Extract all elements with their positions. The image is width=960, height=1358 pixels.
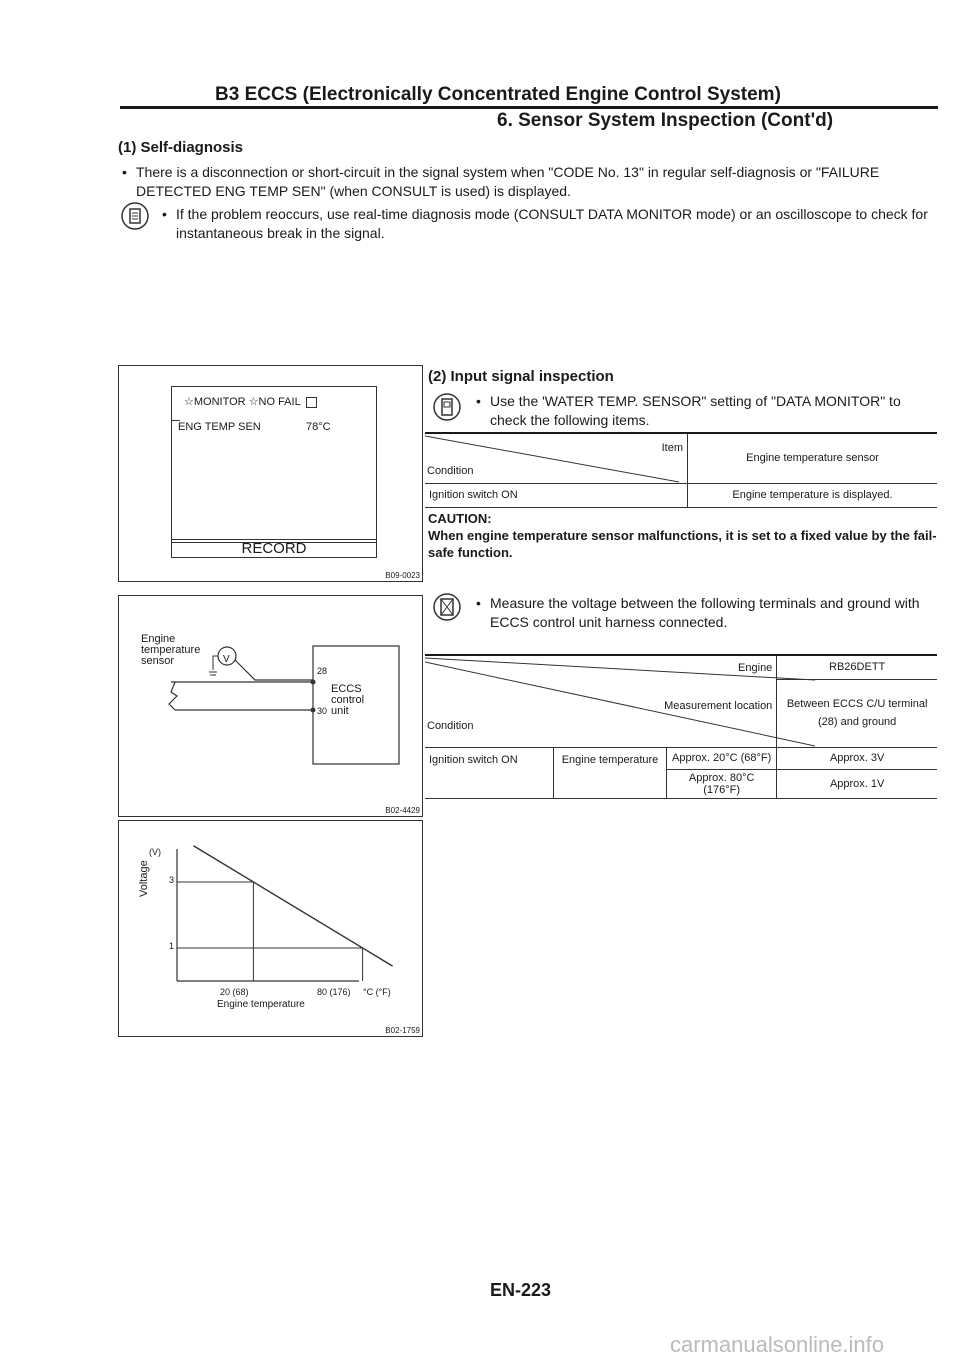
voltage-1v-cell: Approx. 1V xyxy=(777,769,937,798)
caution-title: CAUTION: xyxy=(428,511,492,526)
eng-temp-value: 78°C xyxy=(306,421,331,433)
sensor-label-line: temperature xyxy=(141,644,201,656)
circuit-figure xyxy=(118,595,423,817)
eng-temp-label: ENG TEMP SEN xyxy=(178,421,261,433)
watermark-text: carmanualsonline.info xyxy=(670,1332,885,1357)
condition-label: Condition xyxy=(427,720,474,732)
unit-label-line: ECCS xyxy=(331,683,362,695)
figure2-code: B02-4429 xyxy=(385,806,420,815)
ignition-on-cell: Ignition switch ON xyxy=(425,483,688,507)
location-cell: Between ECCS C/U terminal (28) and ground xyxy=(777,679,937,747)
header-rule xyxy=(120,106,938,109)
table2-header-cell xyxy=(425,655,777,747)
caution-text: When engine temperature sensor malfunctions, it is set to a fixed value by the fail-safe function. xyxy=(428,528,937,560)
engine-model-cell: RB26DETT xyxy=(777,655,937,679)
condition-label: Condition xyxy=(427,464,474,477)
sensor-label-line: sensor xyxy=(141,655,175,667)
voltmeter-icon: V xyxy=(223,654,230,665)
item-label: Item xyxy=(661,442,683,454)
x-unit-label: °C (°F) xyxy=(363,987,391,997)
sensor-label-line: Engine xyxy=(141,633,176,645)
temp-displayed-cell: Engine temperature is displayed. xyxy=(688,483,938,507)
temp-80-cell: Approx. 80°C (176°F) xyxy=(667,769,777,798)
x-tick-label: 20 (68) xyxy=(220,987,249,997)
x-axis-title: Engine temperature xyxy=(217,999,305,1010)
voltage-3v-cell: Approx. 3V xyxy=(777,747,937,769)
engine-temperature-cell: Engine temperature xyxy=(554,747,667,798)
engine-temp-sensor-header: Engine temperature sensor xyxy=(688,433,938,483)
voltage-chart-figure xyxy=(118,820,423,1037)
data-monitor-table xyxy=(425,432,937,508)
table1-header-cell xyxy=(425,433,688,483)
measurement-location-label: Measurement location xyxy=(664,700,773,712)
consult-monitor-figure xyxy=(118,365,423,582)
y-axis-title: Voltage xyxy=(138,860,150,897)
service-manual-icon xyxy=(120,201,150,231)
y-tick-label: 3 xyxy=(169,875,175,885)
page-number: EN-223 xyxy=(490,1280,552,1300)
ignition-switch-cell: Ignition switch ON xyxy=(425,747,554,798)
diagonal-divider xyxy=(425,434,679,484)
figure1-code: B09-0023 xyxy=(385,571,420,580)
monitor-header xyxy=(184,395,374,408)
pin-28: 28 xyxy=(317,666,328,676)
engine-label: Engine xyxy=(738,662,773,674)
unit-label-line: control xyxy=(331,694,365,706)
sensor-label xyxy=(141,634,200,667)
x-tick-label: 80 (176) xyxy=(317,987,351,997)
y-unit-label: (V) xyxy=(149,847,161,857)
voltage-table xyxy=(425,654,937,799)
eccs-unit-label xyxy=(331,684,364,717)
section-title: B3 ECCS (Electronically Concentrated Engine Control System) xyxy=(215,84,781,105)
checkbox-icon xyxy=(306,397,317,408)
record-button[interactable]: RECORD xyxy=(171,539,377,558)
monitor-screen xyxy=(171,386,377,543)
pin-30: 30 xyxy=(317,706,328,716)
caution-block xyxy=(428,510,938,561)
self-diagnosis-bullet-1: • There is a disconnection or short-circuit in the signal system when "CODE No. 13" in regular self-diagnosis or "FAILURE DETECTED ENG TEMP SEN" (when CONSULT is used) is displayed. xyxy=(136,163,936,201)
unit-label-line: unit xyxy=(331,705,349,717)
multimeter-icon xyxy=(432,592,462,622)
consult-icon xyxy=(432,392,462,422)
input-signal-bullet: • Use the 'WATER TEMP. SENSOR" setting of "DATA MONITOR" to check the following items. xyxy=(490,392,938,430)
measure-voltage-bullet: • Measure the voltage between the following terminals and ground with ECCS control unit harness connected. xyxy=(490,594,938,632)
self-diagnosis-bullet-2: • If the problem reoccurs, use real-time diagnosis mode (CONSULT DATA MONITOR mode) or an oscilloscope to check for instantaneous break in the signal. xyxy=(176,205,938,243)
input-signal-heading: (2) Input signal inspection xyxy=(428,368,614,385)
self-diagnosis-heading: (1) Self-diagnosis xyxy=(118,139,244,156)
section-subtitle: 6. Sensor System Inspection (Cont'd) xyxy=(497,110,834,131)
temp-20-cell: Approx. 20°C (68°F) xyxy=(667,747,777,769)
y-tick-label: 1 xyxy=(169,941,175,951)
monitor-header-label: ☆MONITOR ☆NO FAIL xyxy=(184,396,301,408)
figure3-code: B02-1759 xyxy=(385,1026,420,1035)
circuit-diagram xyxy=(119,596,422,816)
